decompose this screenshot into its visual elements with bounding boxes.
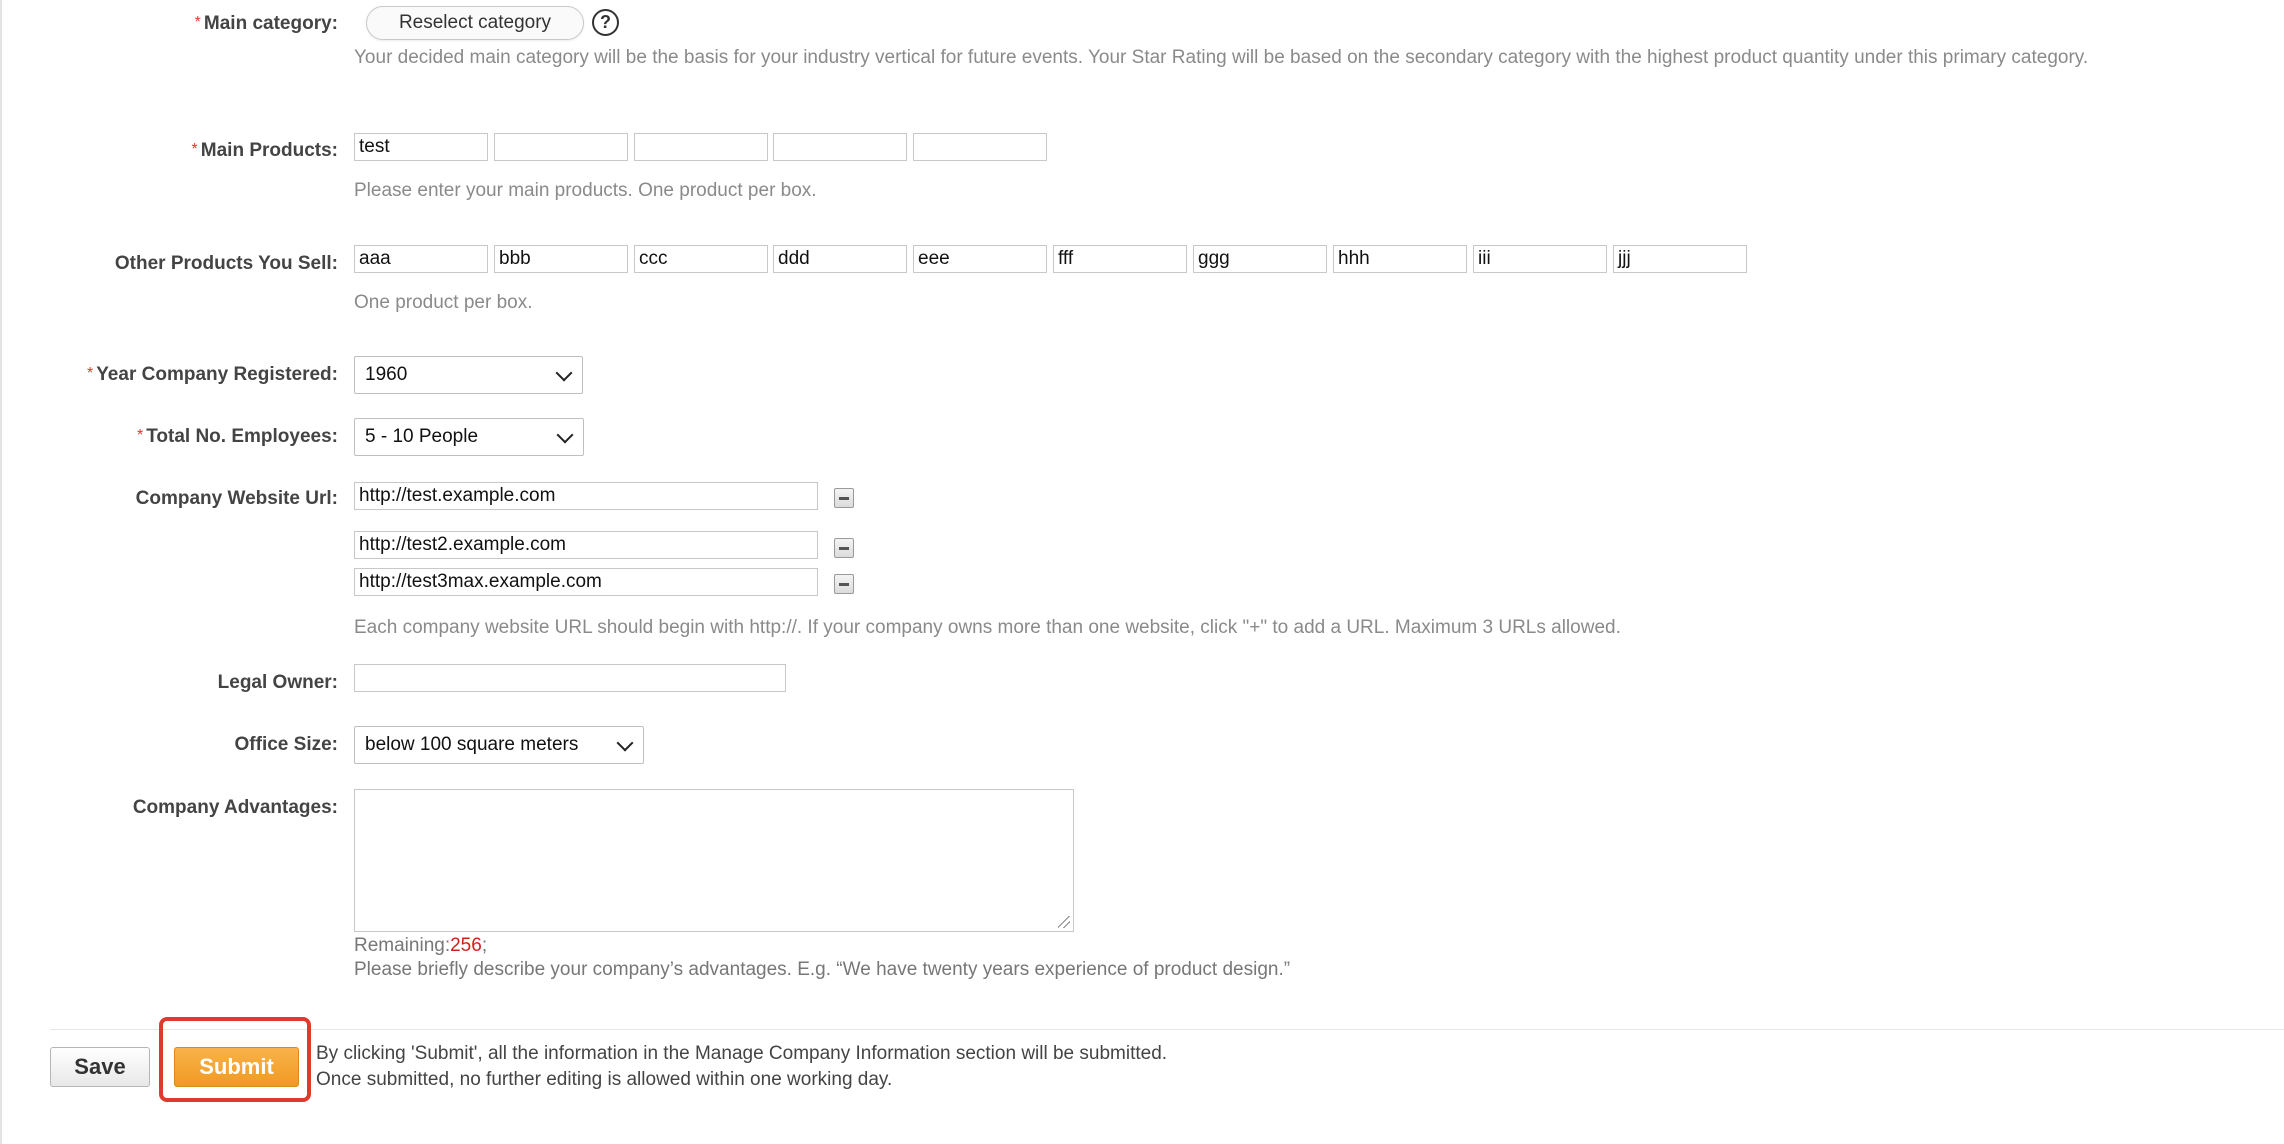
resize-grip-icon[interactable] xyxy=(1058,916,1070,928)
main-products-label: * Main Products: xyxy=(191,140,338,161)
reselect-category-button[interactable]: Reselect category xyxy=(366,6,584,40)
main-products-hint: Please enter your main products. One product per box. xyxy=(354,180,817,201)
main-product-input-5[interactable] xyxy=(913,133,1047,161)
submit-button[interactable]: Submit xyxy=(174,1047,299,1087)
website-url-input-1[interactable]: http://test.example.com xyxy=(354,482,818,510)
submit-notice-line-2: Once submitted, no further editing is allowed within one working day. xyxy=(316,1069,893,1090)
year-registered-select[interactable] xyxy=(354,356,583,394)
other-product-input-7[interactable]: ggg xyxy=(1193,245,1327,273)
main-product-input-2[interactable] xyxy=(494,133,628,161)
question-circle-icon[interactable]: ? xyxy=(592,9,619,36)
other-product-input-1[interactable]: aaa xyxy=(354,245,488,273)
page-left-border xyxy=(0,0,2,1144)
year-registered-label: * Year Company Registered: xyxy=(86,364,338,385)
website-url-input-2[interactable]: http://test2.example.com xyxy=(354,531,818,559)
office-size-label: Office Size: xyxy=(234,734,338,755)
main-category-hint: Your decided main category will be the basis for your industry vertical for future events. Your Star Rating will be based on the secondary category with the highest product quantity under this primary category. xyxy=(354,47,2089,68)
other-products-label: Other Products You Sell: xyxy=(114,253,338,274)
other-product-input-9[interactable]: iii xyxy=(1473,245,1607,273)
remaining-count: 256 xyxy=(450,935,482,956)
office-size-select[interactable] xyxy=(354,726,644,764)
chevron-down-icon xyxy=(557,427,574,444)
chevron-down-icon xyxy=(617,735,634,752)
other-products-hint: One product per box. xyxy=(354,292,533,313)
other-product-input-5[interactable]: eee xyxy=(913,245,1047,273)
minus-box-icon[interactable] xyxy=(834,574,854,594)
save-button[interactable]: Save xyxy=(50,1047,150,1087)
required-marker: * xyxy=(194,14,201,31)
advantages-hint: Please briefly describe your company’s advantages. E.g. “We have twenty years experience of product design.” xyxy=(354,959,1291,980)
advantages-label: Company Advantages: xyxy=(132,797,338,818)
employees-value: 5 - 10 People xyxy=(365,426,479,447)
other-product-input-3[interactable]: ccc xyxy=(634,245,768,273)
minus-box-icon[interactable] xyxy=(834,538,854,558)
advantages-textarea[interactable] xyxy=(354,789,1074,932)
other-product-input-4[interactable]: ddd xyxy=(773,245,907,273)
minus-box-icon[interactable] xyxy=(834,488,854,508)
employees-label: * Total No. Employees: xyxy=(136,426,338,447)
main-product-input-1[interactable]: test xyxy=(354,133,488,161)
other-product-input-6[interactable]: fff xyxy=(1053,245,1187,273)
main-product-input-4[interactable] xyxy=(773,133,907,161)
website-hint: Each company website URL should begin with http://. If your company owns more than one website, click "+" to add a URL. Maximum 3 URLs allowed. xyxy=(354,617,1621,638)
main-category-label: * Main category: xyxy=(194,13,338,34)
website-url-input-3[interactable]: http://test3max.example.com xyxy=(354,568,818,596)
website-label: Company Website Url: xyxy=(135,488,338,509)
other-product-input-2[interactable]: bbb xyxy=(494,245,628,273)
year-registered-value: 1960 xyxy=(365,364,408,385)
submit-notice-line-1: By clicking 'Submit', all the information in the Manage Company Information section will be submitted. xyxy=(316,1043,1168,1064)
chevron-down-icon xyxy=(556,365,573,382)
office-size-value: below 100 square meters xyxy=(365,734,579,755)
legal-owner-label: Legal Owner: xyxy=(217,672,338,693)
main-product-input-3[interactable] xyxy=(634,133,768,161)
employees-select[interactable] xyxy=(354,418,584,456)
legal-owner-input[interactable] xyxy=(354,664,786,692)
other-product-input-8[interactable]: hhh xyxy=(1333,245,1467,273)
remaining-counter: Remaining:256; xyxy=(354,935,488,956)
other-product-input-10[interactable]: jjj xyxy=(1613,245,1747,273)
footer-divider xyxy=(50,1029,2284,1030)
